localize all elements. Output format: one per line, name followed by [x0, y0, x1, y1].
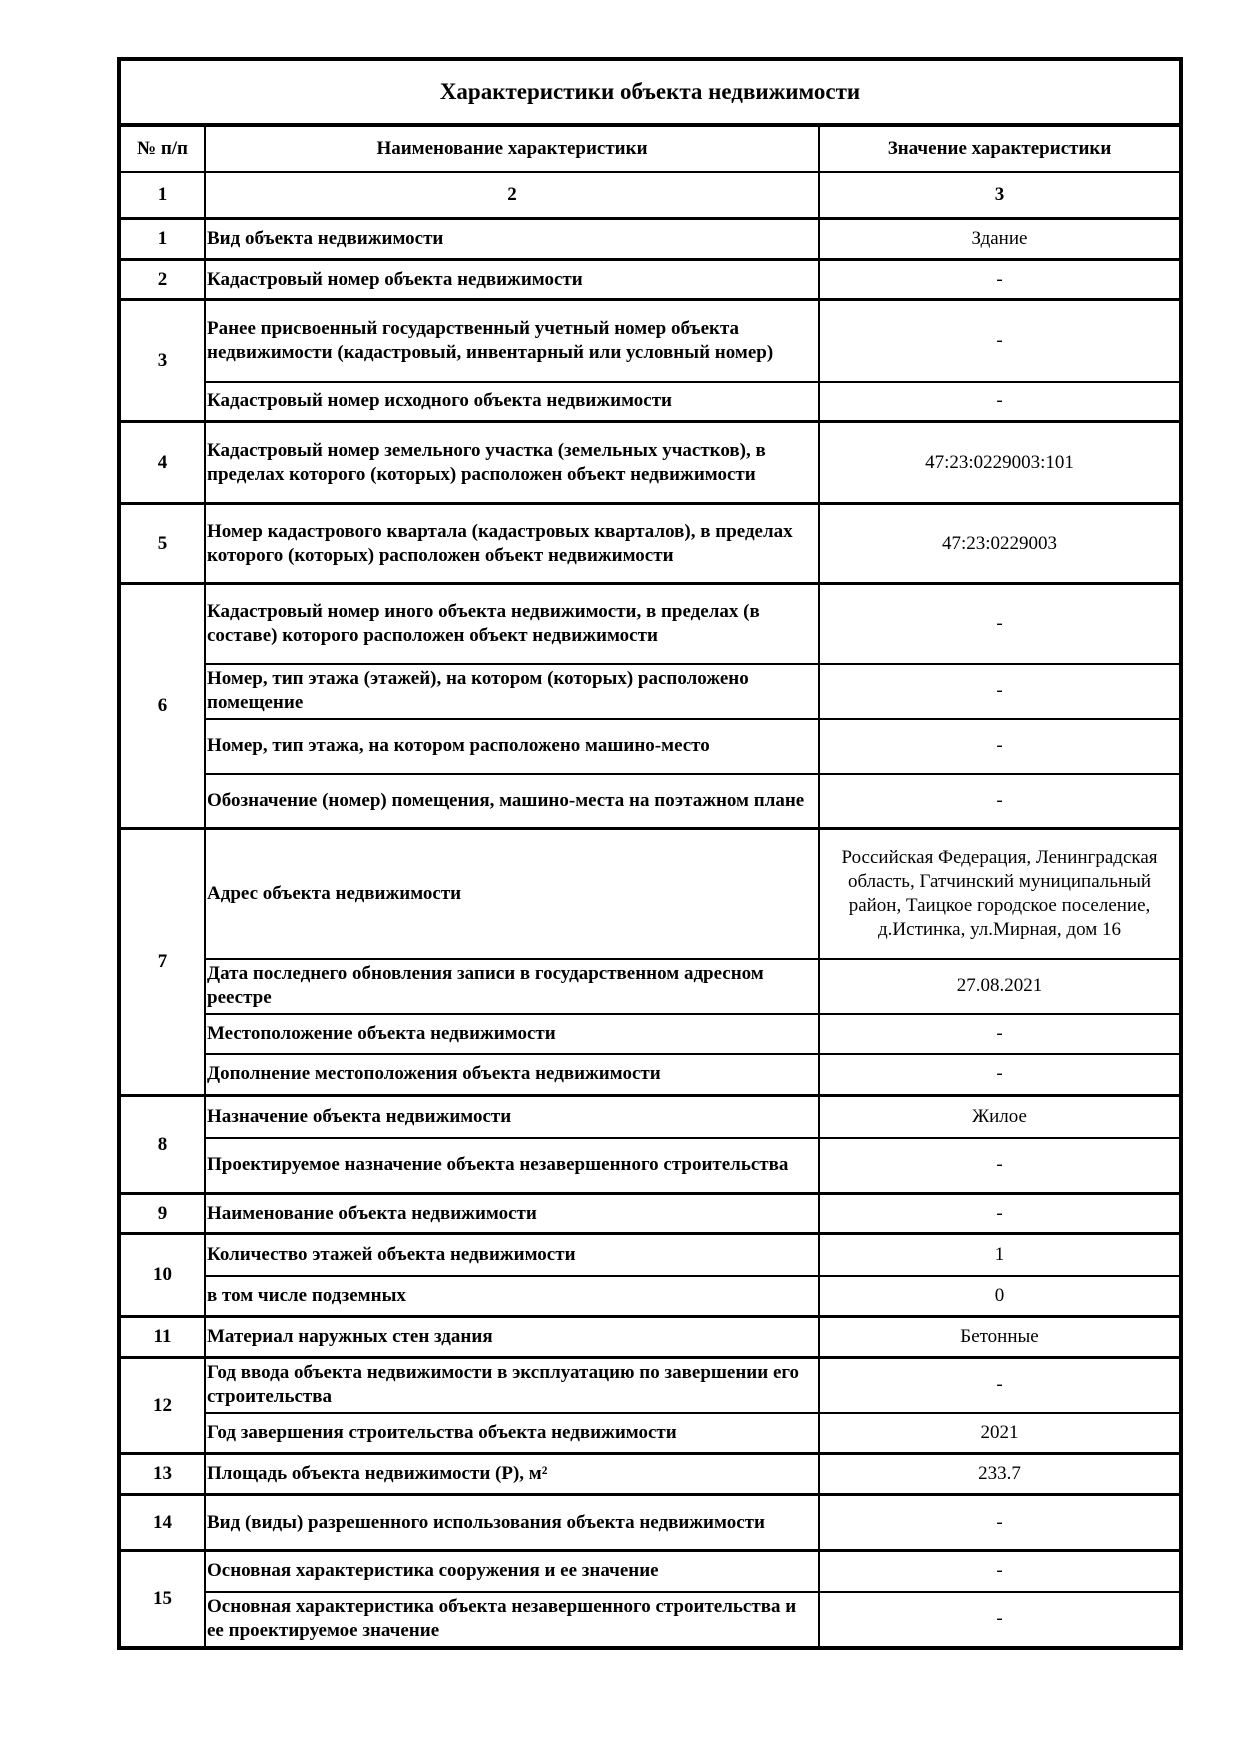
table-row	[119, 664, 1181, 719]
table-row	[119, 1454, 1181, 1495]
row-value: -	[819, 664, 1181, 719]
row-value: -	[819, 1054, 1181, 1096]
table-row	[119, 382, 1181, 422]
row-number: 3	[119, 300, 205, 422]
row-value: 47:23:0229003	[819, 504, 1181, 584]
row-value: -	[819, 1358, 1181, 1413]
row-value: 2021	[819, 1413, 1181, 1454]
row-value: -	[819, 1194, 1181, 1234]
row-label: Дополнение местоположения объекта недвижимости	[205, 1054, 819, 1096]
header-row	[119, 125, 1181, 172]
row-number: 8	[119, 1096, 205, 1194]
column-number: 3	[819, 172, 1181, 219]
row-label: Кадастровый номер иного объекта недвижимости, в пределах (в составе) которого расположен объект недвижимости	[205, 584, 819, 664]
table-row	[119, 1014, 1181, 1054]
column-number: 2	[205, 172, 819, 219]
row-value: -	[819, 584, 1181, 664]
row-number: 10	[119, 1234, 205, 1317]
row-value: Жилое	[819, 1096, 1181, 1138]
table-row	[119, 422, 1181, 504]
row-value: -	[819, 260, 1181, 300]
row-label: Кадастровый номер земельного участка (земельных участков), в пределах которого (которых) расположен объект недвижимости	[205, 422, 819, 504]
row-label: Основная характеристика сооружения и ее значение	[205, 1551, 819, 1592]
row-label: в том числе подземных	[205, 1276, 819, 1317]
row-label: Обозначение (номер) помещения, машино-места на поэтажном плане	[205, 774, 819, 829]
row-value: Российская Федерация, Ленинградская область, Гатчинский муниципальный район, Таицкое городское поселение, д.Истинка, ул.Мирная, дом 16	[819, 829, 1181, 959]
row-label: Основная характеристика объекта незавершенного строительства и ее проектируемое значение	[205, 1592, 819, 1648]
table-row	[119, 1413, 1181, 1454]
column-number: 1	[119, 172, 205, 219]
row-value: -	[819, 382, 1181, 422]
row-value: 233.7	[819, 1454, 1181, 1495]
row-label: Ранее присвоенный государственный учетный номер объекта недвижимости (кадастровый, инвентарный или условный номер)	[205, 300, 819, 382]
table-row	[119, 1138, 1181, 1194]
row-label: Дата последнего обновления записи в государственном адресном реестре	[205, 959, 819, 1014]
row-value: 1	[819, 1234, 1181, 1276]
row-label: Кадастровый номер объекта недвижимости	[205, 260, 819, 300]
row-number: 7	[119, 829, 205, 1096]
row-number: 12	[119, 1358, 205, 1454]
row-label: Номер, тип этажа (этажей), на котором (которых) расположено помещение	[205, 664, 819, 719]
row-value: -	[819, 300, 1181, 382]
table-row	[119, 219, 1181, 260]
table-row	[119, 1234, 1181, 1276]
row-number: 15	[119, 1551, 205, 1648]
row-value: -	[819, 1014, 1181, 1054]
row-value: Здание	[819, 219, 1181, 260]
row-number: 1	[119, 219, 205, 260]
title-row	[119, 59, 1181, 125]
row-number: 9	[119, 1194, 205, 1234]
table-row	[119, 1317, 1181, 1358]
row-label: Материал наружных стен здания	[205, 1317, 819, 1358]
row-number: 13	[119, 1454, 205, 1495]
row-label: Количество этажей объекта недвижимости	[205, 1234, 819, 1276]
row-label: Год ввода объекта недвижимости в эксплуатацию по завершении его строительства	[205, 1358, 819, 1413]
row-value: Бетонные	[819, 1317, 1181, 1358]
row-value: -	[819, 1495, 1181, 1551]
table-row	[119, 300, 1181, 382]
row-label: Назначение объекта недвижимости	[205, 1096, 819, 1138]
row-label: Наименование объекта недвижимости	[205, 1194, 819, 1234]
row-number: 11	[119, 1317, 205, 1358]
table-row	[119, 260, 1181, 300]
row-number: 14	[119, 1495, 205, 1551]
row-label: Вид (виды) разрешенного использования объекта недвижимости	[205, 1495, 819, 1551]
row-number: 2	[119, 260, 205, 300]
row-label: Местоположение объекта недвижимости	[205, 1014, 819, 1054]
row-number: 6	[119, 584, 205, 829]
header-num: № п/п	[119, 125, 205, 172]
row-value: -	[819, 774, 1181, 829]
row-label: Номер, тип этажа, на котором расположено машино-место	[205, 719, 819, 774]
row-value: 27.08.2021	[819, 959, 1181, 1014]
row-value: -	[819, 1551, 1181, 1592]
row-label: Номер кадастрового квартала (кадастровых кварталов), в пределах которого (которых) расположен объект недвижимости	[205, 504, 819, 584]
table-row	[119, 829, 1181, 959]
table-row	[119, 719, 1181, 774]
header-value: Значение характеристики	[819, 125, 1181, 172]
table-row	[119, 1276, 1181, 1317]
column-number-row	[119, 172, 1181, 219]
table-row	[119, 1194, 1181, 1234]
table-row	[119, 1096, 1181, 1138]
table-row	[119, 774, 1181, 829]
row-value: 47:23:0229003:101	[819, 422, 1181, 504]
table-row	[119, 1592, 1181, 1648]
table-row	[119, 1358, 1181, 1413]
table-row	[119, 584, 1181, 664]
table-row	[119, 1551, 1181, 1592]
row-number: 5	[119, 504, 205, 584]
table-row	[119, 1054, 1181, 1096]
row-value: -	[819, 1592, 1181, 1648]
row-label: Проектируемое назначение объекта незавершенного строительства	[205, 1138, 819, 1194]
row-number: 4	[119, 422, 205, 504]
row-label: Кадастровый номер исходного объекта недвижимости	[205, 382, 819, 422]
table-title: Характеристики объекта недвижимости	[119, 59, 1181, 125]
header-name: Наименование характеристики	[205, 125, 819, 172]
row-value: -	[819, 719, 1181, 774]
row-label: Площадь объекта недвижимости (Р), м²	[205, 1454, 819, 1495]
table-row	[119, 504, 1181, 584]
row-value: -	[819, 1138, 1181, 1194]
table-row	[119, 959, 1181, 1014]
row-label: Год завершения строительства объекта недвижимости	[205, 1413, 819, 1454]
row-label: Вид объекта недвижимости	[205, 219, 819, 260]
table-row	[119, 1495, 1181, 1551]
property-characteristics-table	[117, 57, 1183, 1650]
row-label: Адрес объекта недвижимости	[205, 829, 819, 959]
document-page	[117, 57, 1183, 1650]
row-value: 0	[819, 1276, 1181, 1317]
